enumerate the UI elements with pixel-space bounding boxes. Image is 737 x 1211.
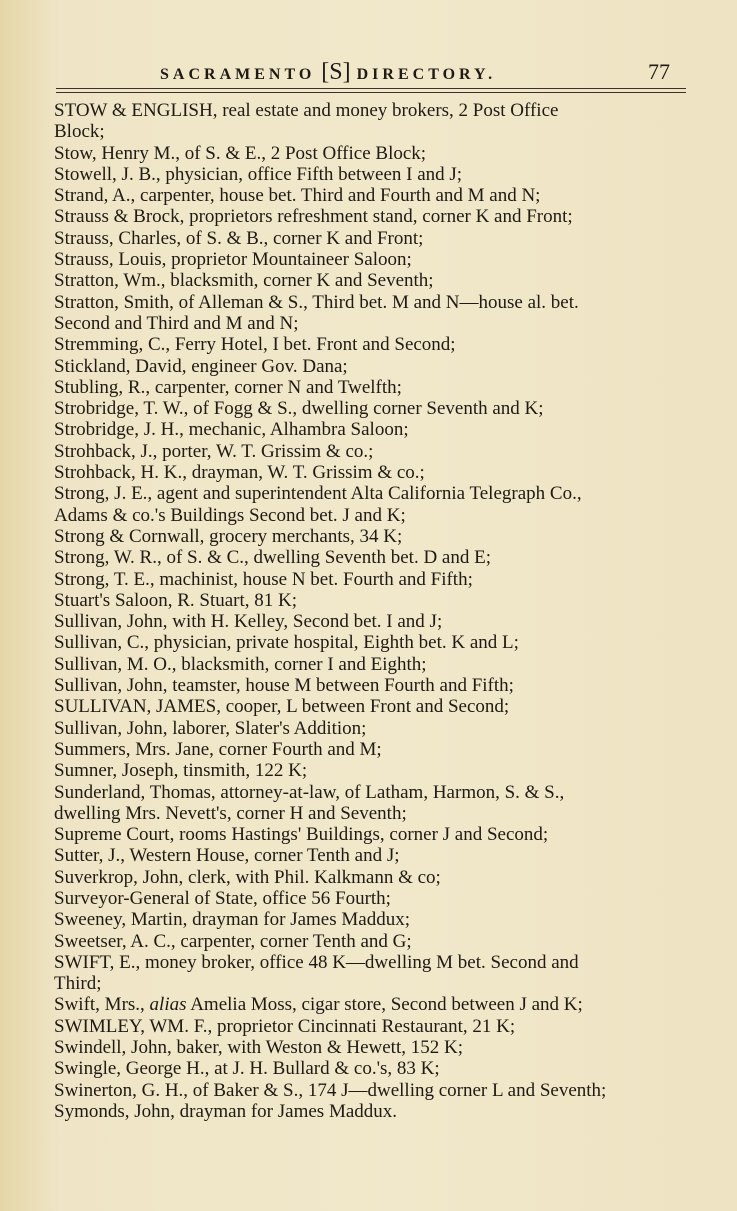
directory-entry bbox=[54, 292, 686, 335]
entry-continuation: Third; bbox=[54, 973, 102, 995]
directory-entry bbox=[54, 143, 686, 164]
entry-line: Sweetser, A. C., carpenter, corner Tenth and G; bbox=[54, 930, 412, 952]
entry-line: Stuart's Saloon, R. Stuart, 81 K; bbox=[54, 589, 298, 611]
alias-italic: alias bbox=[149, 994, 187, 1016]
entry-line: Sweeney, Martin, drayman for James Maddux; bbox=[54, 909, 410, 931]
directory-entry bbox=[54, 824, 686, 845]
entry-line: Sullivan, John, teamster, house M between Fourth and Fifth; bbox=[54, 675, 514, 697]
directory-entry bbox=[54, 462, 686, 483]
entry-line: Sumner, Joseph, tinsmith, 122 K; bbox=[54, 760, 308, 782]
entry-line: Swift, Mrs., alias Amelia Moss, cigar store, Second between J and K; bbox=[54, 994, 583, 1016]
directory-entry bbox=[54, 611, 686, 632]
directory-entry bbox=[54, 398, 686, 419]
directory-entry bbox=[54, 994, 686, 1015]
directory-entry bbox=[54, 654, 686, 675]
header-right: DIRECTORY. bbox=[356, 66, 497, 83]
directory-entry bbox=[54, 419, 686, 440]
directory-entry bbox=[54, 1037, 686, 1058]
entry-line: STOW & ENGLISH, real estate and money brokers, 2 Post Office bbox=[54, 100, 559, 121]
entry-line: Strong, J. E., agent and superintendent Alta California Telegraph Co., bbox=[54, 483, 582, 505]
directory-entry bbox=[54, 931, 686, 952]
directory-entry bbox=[54, 356, 686, 377]
directory-entry bbox=[54, 739, 686, 760]
directory-entry bbox=[54, 888, 686, 909]
entry-line: Strand, A., carpenter, house bet. Third and Fourth and M and N; bbox=[54, 185, 541, 207]
directory-entry bbox=[54, 1080, 686, 1101]
entry-line: Strohback, J., porter, W. T. Grissim & co.; bbox=[54, 440, 374, 462]
directory-entry bbox=[54, 782, 686, 825]
entry-continuation: Block; bbox=[54, 121, 105, 143]
directory-entry bbox=[54, 206, 686, 227]
entry-continuation: Adams & co.'s Buildings Second bet. J and K; bbox=[54, 504, 406, 526]
header-rule-top bbox=[56, 88, 686, 89]
entry-line: Swindell, John, baker, with Weston & Hewett, 152 K; bbox=[54, 1037, 463, 1059]
directory-entry bbox=[54, 270, 686, 291]
directory-entry bbox=[54, 1101, 686, 1122]
directory-entry bbox=[54, 845, 686, 866]
entry-line: Strong, T. E., machinist, house N bet. Fourth and Fifth; bbox=[54, 568, 473, 590]
entry-line: Stow, Henry M., of S. & E., 2 Post Office Block; bbox=[54, 142, 427, 164]
running-header bbox=[0, 56, 737, 88]
entry-line: Strong, W. R., of S. & C., dwelling Seventh bet. D and E; bbox=[54, 547, 491, 569]
directory-entry bbox=[54, 547, 686, 568]
directory-entry bbox=[54, 100, 686, 143]
entry-line: Strohback, H. K., drayman, W. T. Grissim & co.; bbox=[54, 462, 425, 484]
directory-entry bbox=[54, 441, 686, 462]
directory-entry bbox=[54, 718, 686, 739]
entry-line: Stratton, Smith, of Alleman & S., Third bet. M and N—house al. bet. bbox=[54, 291, 579, 313]
directory-entry bbox=[54, 569, 686, 590]
entry-line: Strauss, Louis, proprietor Mountaineer Saloon; bbox=[54, 249, 412, 271]
entry-line: Surveyor-General of State, office 56 Fourth; bbox=[54, 887, 391, 909]
directory-entry bbox=[54, 185, 686, 206]
entry-line: Stubling, R., carpenter, corner N and Twelfth; bbox=[54, 376, 402, 398]
entry-line: Stowell, J. B., physician, office Fifth between I and J; bbox=[54, 163, 463, 185]
running-title bbox=[160, 56, 496, 91]
entry-continuation: dwelling Mrs. Nevett's, corner H and Seventh; bbox=[54, 802, 407, 824]
directory-entry bbox=[54, 483, 686, 526]
directory-entry bbox=[54, 334, 686, 355]
entry-line: Sullivan, C., physician, private hospital, Eighth bet. K and L; bbox=[54, 632, 519, 654]
directory-entry bbox=[54, 526, 686, 547]
entry-line: Sullivan, M. O., blacksmith, corner I and Eighth; bbox=[54, 653, 427, 675]
directory-entry bbox=[54, 909, 686, 930]
entry-line: Suverkrop, John, clerk, with Phil. Kalkmann & co; bbox=[54, 866, 441, 888]
entry-line: Summers, Mrs. Jane, corner Fourth and M; bbox=[54, 738, 382, 760]
entry-line: Sullivan, John, laborer, Slater's Addition; bbox=[54, 717, 367, 739]
directory-entry bbox=[54, 1058, 686, 1079]
entry-line: Strobridge, T. W., of Fogg & S., dwelling corner Seventh and K; bbox=[54, 398, 544, 420]
directory-entries bbox=[54, 100, 686, 1122]
entry-line: SULLIVAN, JAMES, cooper, L between Front and Second; bbox=[54, 696, 510, 718]
directory-entry bbox=[54, 867, 686, 888]
header-letter: [S] bbox=[321, 59, 351, 85]
entry-line: Sunderland, Thomas, attorney-at-law, of Latham, Harmon, S. & S., bbox=[54, 781, 565, 803]
entry-line: Swinerton, G. H., of Baker & S., 174 J—dwelling corner L and Seventh; bbox=[54, 1079, 607, 1101]
entry-line: SWIFT, E., money broker, office 48 K—dwelling M bet. Second and bbox=[54, 951, 579, 973]
entry-line: Strobridge, J. H., mechanic, Alhambra Saloon; bbox=[54, 419, 409, 441]
entry-line: Stickland, David, engineer Gov. Dana; bbox=[54, 355, 348, 377]
entry-line: Sutter, J., Western House, corner Tenth and J; bbox=[54, 845, 400, 867]
header-rule-bottom bbox=[56, 92, 686, 93]
directory-entry bbox=[54, 249, 686, 270]
directory-entry bbox=[54, 632, 686, 653]
directory-entry bbox=[54, 696, 686, 717]
directory-entry bbox=[54, 164, 686, 185]
directory-entry bbox=[54, 377, 686, 398]
entry-line: SWIMLEY, WM. F., proprietor Cincinnati Restaurant, 21 K; bbox=[54, 1015, 516, 1037]
directory-entry bbox=[54, 590, 686, 611]
entry-line: Strong & Cornwall, grocery merchants, 34 K; bbox=[54, 525, 403, 547]
entry-line: Stratton, Wm., blacksmith, corner K and Seventh; bbox=[54, 270, 434, 292]
entry-line: Supreme Court, rooms Hastings' Buildings, corner J and Second; bbox=[54, 824, 549, 846]
directory-entry bbox=[54, 1016, 686, 1037]
page-number: 77 bbox=[648, 59, 670, 84]
directory-entry bbox=[54, 675, 686, 696]
directory-entry bbox=[54, 760, 686, 781]
directory-entry bbox=[54, 952, 686, 995]
entry-line: Swingle, George H., at J. H. Bullard & co.'s, 83 K; bbox=[54, 1058, 440, 1080]
directory-entry bbox=[54, 228, 686, 249]
entry-line: Strauss, Charles, of S. & B., corner K and Front; bbox=[54, 227, 424, 249]
header-left: SACRAMENTO bbox=[160, 66, 316, 83]
entry-line: Stremming, C., Ferry Hotel, I bet. Front and Second; bbox=[54, 334, 456, 356]
entry-line: Strauss & Brock, proprietors refreshment stand, corner K and Front; bbox=[54, 206, 573, 228]
entry-continuation: Second and Third and M and N; bbox=[54, 312, 299, 334]
entry-line: Symonds, John, drayman for James Maddux. bbox=[54, 1100, 398, 1122]
entry-line: Sullivan, John, with H. Kelley, Second bet. I and J; bbox=[54, 611, 443, 633]
